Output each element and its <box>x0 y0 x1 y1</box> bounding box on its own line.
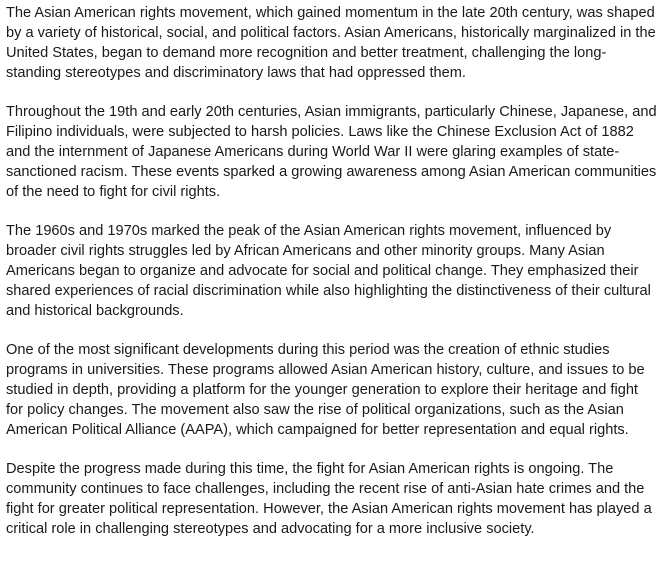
paragraph-2: Throughout the 19th and early 20th centuries, Asian immigrants, particularly Chinese, Japanese, and Filipino individuals, were subjected to harsh policies. Laws like the Chinese Exclusion Act of 1882 and the internment of Japanese Americans during World War II were glaring examples of state-sanctioned racism. These events sparked a growing awareness among Asian American communities of the need to fight for civil rights. <box>6 104 657 200</box>
paragraph-4: One of the most significant developments during this period was the creation of ethnic studies programs in universities. These programs allowed Asian American history, culture, and issues to be studied in depth, providing a platform for the younger generation to explore their heritage and fight for policy changes. The movement also saw the rise of political organizations, such as the Asian American Political Alliance (AAPA), which campaigned for better representation and equal rights. <box>6 342 645 438</box>
paragraph-3: The 1960s and 1970s marked the peak of the Asian American rights movement, influenced by broader civil rights struggles led by African Americans and other minority groups. Many Asian Americans began to organize and advocate for social and political change. They emphasized their shared experiences of racial discrimination while also highlighting the distinctiveness of their cultural and historical backgrounds. <box>6 223 651 319</box>
paragraph-1: The Asian American rights movement, which gained momentum in the late 20th century, was shaped by a variety of historical, social, and political factors. Asian Americans, historically marginalized in the United States, began to demand more recognition and better treatment, challenging the long-standing stereotypes and discriminatory laws that had oppressed them. <box>6 5 656 81</box>
paragraph-5: Despite the progress made during this time, the fight for Asian American rights is ongoing. The community continues to face challenges, including the recent rise of anti-Asian hate crimes and the fight for greater political representation. However, the Asian American rights movement has played a critical role in challenging stereotypes and advocating for a more inclusive society. <box>6 461 652 537</box>
